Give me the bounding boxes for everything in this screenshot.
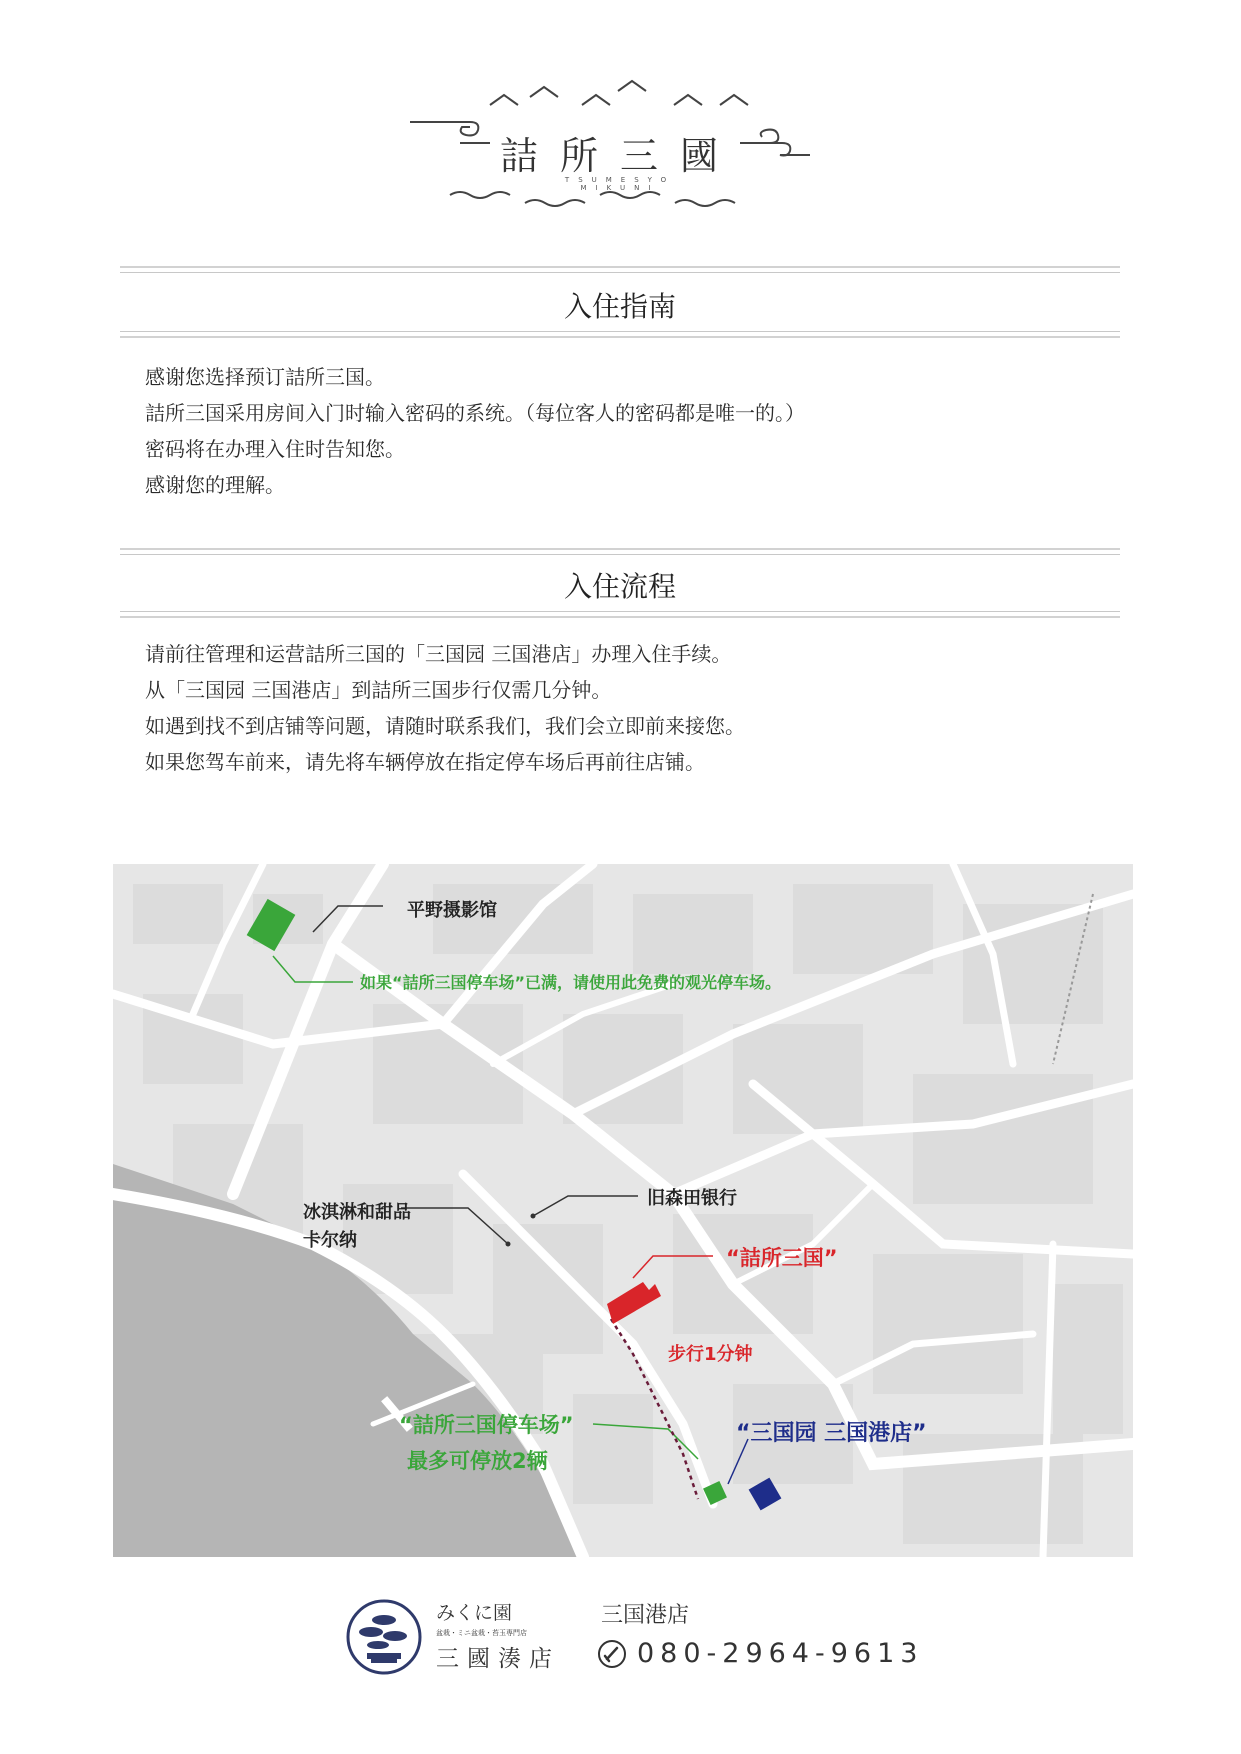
section2-top-rule: [120, 548, 1120, 550]
access-map: [113, 864, 1133, 1557]
section1-bottom-rule-thin: [120, 331, 1120, 332]
brand-name: みくに園: [436, 1602, 513, 1624]
label-store: “三国园 三国港店”: [736, 1421, 927, 1446]
section1-bottom-rule: [120, 336, 1120, 338]
section2-bottom-rule-thin: [120, 611, 1120, 612]
label-icecream-line1: 冰淇淋和甜品: [303, 1202, 411, 1223]
section2-line: 如果您驾车前来，请先将车辆停放在指定停车场后再前往店铺。: [145, 750, 705, 774]
store-name: 三国港店: [601, 1603, 690, 1628]
logo-title: 詰所三國: [499, 134, 740, 178]
section1-heading: 入住指南: [563, 290, 676, 323]
section1-top-rule: [120, 266, 1120, 268]
section2-line: 从「三国园 三国港店」到詰所三国步行仅需几分钟。: [145, 678, 612, 702]
section2-line: 如遇到找不到店铺等问题，请随时联系我们，我们会立即前来接您。: [145, 714, 745, 738]
section2-line: 请前往管理和运营詰所三国的「三国园 三国港店」办理入住手续。: [145, 642, 732, 666]
section1-line: 密码将在办理入住时告知您。: [145, 437, 405, 461]
phone-number[interactable]: 080-2964-9613: [637, 1638, 924, 1669]
label-free-parking-note: 如果“詰所三国停车场”已满，请使用此免费的观光停车场。: [360, 973, 782, 992]
label-hirano-photo: 平野摄影馆: [407, 900, 497, 921]
logo-subtitle: TSUMESYO MIKUNI: [564, 176, 676, 192]
phone-icon: [597, 1639, 627, 1669]
section1-line: 感谢您选择预订詰所三国。: [145, 365, 385, 389]
brand-branch: 三國湊店: [436, 1646, 560, 1672]
label-walk-time: 步行1分钟: [668, 1344, 753, 1365]
section1-line: 詰所三国采用房间入门时输入密码的系统。（每位客人的密码都是唯一的。）: [145, 401, 805, 425]
label-icecream-line2: 卡尔纳: [303, 1230, 357, 1251]
bonsai-logo-icon: [345, 1598, 423, 1676]
label-parking-line1: “詰所三国停车场”: [399, 1413, 574, 1437]
section2-heading: 入住流程: [563, 570, 676, 603]
label-tsumesyo: “詰所三国”: [726, 1246, 838, 1270]
section1-line: 感谢您的理解。: [145, 473, 285, 497]
label-old-bank: 旧森田银行: [647, 1188, 737, 1209]
brand-tagline: 盆栽・ミニ盆栽・苔玉専門店: [436, 1629, 527, 1637]
section2-bottom-rule: [120, 616, 1120, 618]
section2-body: [145, 636, 1105, 780]
section2-top-rule-thin: [120, 554, 1120, 555]
map-graphic: [113, 864, 1133, 1557]
label-parking-line2: 最多可停放2辆: [407, 1449, 548, 1473]
section1-body: [145, 359, 1105, 503]
section1-top-rule-thin: [120, 272, 1120, 273]
